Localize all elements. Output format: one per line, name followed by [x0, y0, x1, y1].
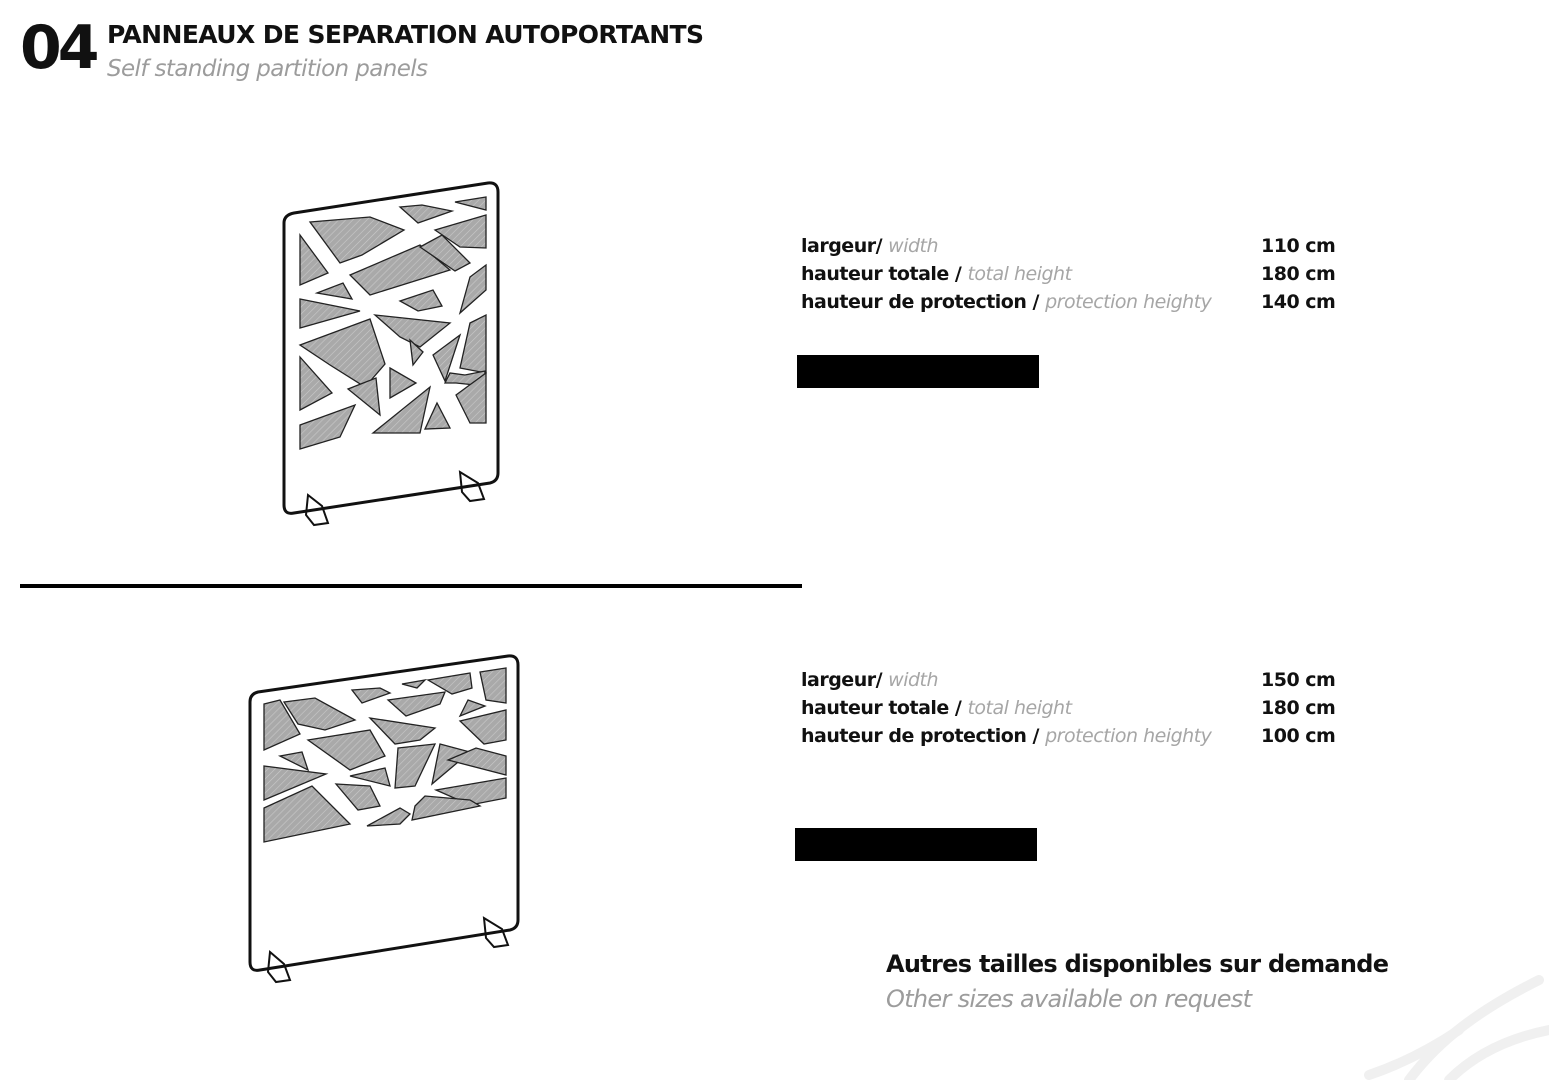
partition-panel-tall-illustration	[270, 175, 510, 545]
section-divider	[20, 584, 802, 588]
partition-panel-wide-illustration	[240, 648, 530, 988]
page-subtitle: Self standing partition panels	[107, 56, 428, 82]
spec-label: hauteur totale / total height	[801, 263, 1072, 285]
availability-note-translation: Other sizes available on request	[886, 985, 1252, 1013]
redaction-bar-1	[797, 355, 1039, 388]
spec-row-total-height	[801, 260, 1361, 288]
spec-label: hauteur totale / total height	[801, 697, 1072, 719]
spec-value: 150 cm	[1261, 669, 1336, 691]
spec-value: 100 cm	[1261, 725, 1336, 747]
page-title: PANNEAUX DE SEPARATION AUTOPORTANTS	[107, 20, 704, 49]
spec-label: largeur/ width	[801, 235, 939, 257]
spec-table-2	[801, 666, 1361, 750]
spec-label: largeur/ width	[801, 669, 939, 691]
spec-value: 180 cm	[1261, 263, 1336, 285]
availability-note: Autres tailles disponibles sur demande	[886, 950, 1389, 978]
spec-row-width	[801, 232, 1361, 260]
spec-table-1	[801, 232, 1361, 316]
spec-row-protection-height	[801, 722, 1361, 750]
spec-row-total-height	[801, 694, 1361, 722]
spec-value: 180 cm	[1261, 697, 1336, 719]
redaction-bar-2	[795, 828, 1037, 861]
spec-value: 110 cm	[1261, 235, 1336, 257]
spec-row-protection-height	[801, 288, 1361, 316]
spec-row-width	[801, 666, 1361, 694]
spec-label: hauteur de protection / protection heighty	[801, 291, 1212, 313]
section-number: 04	[20, 13, 96, 83]
watermark-leaf-icon	[1349, 950, 1549, 1080]
spec-label: hauteur de protection / protection heighty	[801, 725, 1212, 747]
spec-value: 140 cm	[1261, 291, 1336, 313]
